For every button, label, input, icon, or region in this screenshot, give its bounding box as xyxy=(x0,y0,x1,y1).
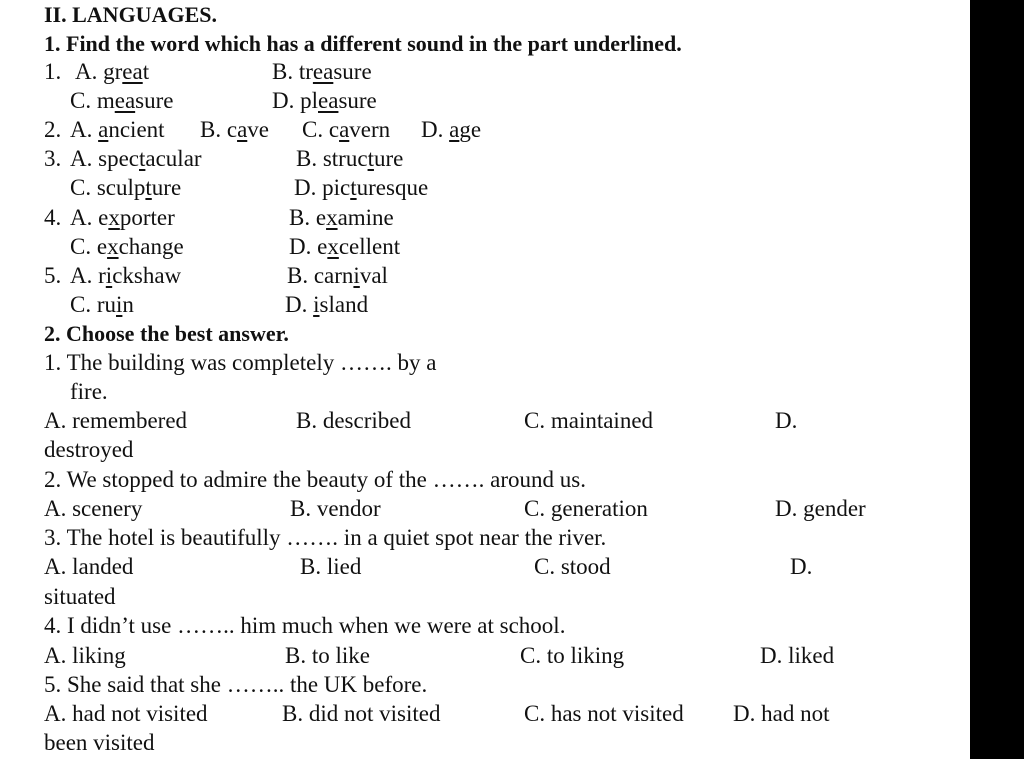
s1-q1-option-b: B. treasure xyxy=(272,59,372,84)
s1-q3-option-b: B. structure xyxy=(296,146,404,171)
s2-q5-option-b: B. did not visited xyxy=(282,701,441,726)
s1-q2-option-d: D. age xyxy=(421,117,482,142)
s1-q2-option-b: B. cave xyxy=(200,117,269,142)
s2-q4-stem: 4. I didn’t use …….. him much when we were at school. xyxy=(44,613,566,638)
s2-q2-option-d: D. gender xyxy=(775,496,866,521)
s2-q5-option-d: D. had not xyxy=(733,701,830,726)
s1-q5-option-d: D. island xyxy=(285,292,369,317)
s2-q1-stem-cont: fire. xyxy=(70,379,108,404)
s2-q1-option-a: A. remembered xyxy=(44,408,188,433)
s2-q1-option-d: D. xyxy=(775,408,798,433)
s1-q4-option-c: C. exchange xyxy=(70,234,184,259)
s1-q1-option-c: C. measure xyxy=(70,88,174,113)
s2-q1-option-c: C. maintained xyxy=(524,408,654,433)
s2-q1-stem: 1. The building was completely ……. by a xyxy=(44,350,437,375)
s2-q2-option-c: C. generation xyxy=(524,496,648,521)
s1-q3-option-d: D. picturesque xyxy=(294,175,429,200)
s2-q1-option-b: B. described xyxy=(296,408,411,433)
s2-q3-option-d-cont: situated xyxy=(44,584,116,609)
s1-q4-option-b: B. examine xyxy=(289,205,394,230)
s2-q5-option-c: C. has not visited xyxy=(524,701,684,726)
s2-q5-option-d-cont: been visited xyxy=(44,730,155,755)
s2-q5-stem: 5. She said that she …….. the UK before. xyxy=(44,672,428,697)
s2-q4-option-a: A. liking xyxy=(44,643,126,668)
s2-q4-option-b: B. to like xyxy=(285,643,370,668)
s1-q5-option-c: C. ruin xyxy=(70,292,134,317)
s1-q5-option-b: B. carnival xyxy=(287,263,388,288)
section1-title: 1. Find the word which has a different sound in the part underlined. xyxy=(44,31,682,56)
s2-q2-stem: 2. We stopped to admire the beauty of the ……. around us. xyxy=(44,467,586,492)
s1-q3-option-a: A. spectacular xyxy=(70,146,202,171)
s1-q1-number: 1. xyxy=(44,59,62,84)
s2-q3-option-a: A. landed xyxy=(44,554,134,579)
s1-q2-option-c: C. cavern xyxy=(302,117,391,142)
section2-title: 2. Choose the best answer. xyxy=(44,321,289,346)
s2-q3-stem: 3. The hotel is beautifully ……. in a quiet spot near the river. xyxy=(44,525,607,550)
s2-q3-option-c: C. stood xyxy=(534,554,611,579)
s1-q4-option-d: D. excellent xyxy=(289,234,401,259)
s1-q5-option-a: A. rickshaw xyxy=(70,263,182,288)
s2-q5-option-a: A. had not visited xyxy=(44,701,208,726)
s2-q4-option-c: C. to liking xyxy=(520,643,625,668)
s1-q1-option-d: D. pleasure xyxy=(272,88,377,113)
s1-q4-number: 4. xyxy=(44,205,62,230)
s2-q3-option-d: D. xyxy=(790,554,813,579)
s2-q2-option-b: B. vendor xyxy=(290,496,381,521)
s2-q2-option-a: A. scenery xyxy=(44,496,143,521)
s1-q3-option-c: C. sculpture xyxy=(70,175,182,200)
s1-q3-number: 3. xyxy=(44,146,62,171)
s1-q4-option-a: A. exporter xyxy=(70,205,175,230)
s2-q3-option-b: B. lied xyxy=(300,554,362,579)
s1-q1-option-a: A. great xyxy=(75,59,150,84)
s2-q4-option-d: D. liked xyxy=(760,643,835,668)
s1-q5-number: 5. xyxy=(44,263,62,288)
section-heading: II. LANGUAGES. xyxy=(44,2,217,27)
s2-q1-option-d-cont: destroyed xyxy=(44,437,134,462)
s1-q2-number: 2. xyxy=(44,117,62,142)
s1-q2-option-a: A. ancient xyxy=(70,117,165,142)
